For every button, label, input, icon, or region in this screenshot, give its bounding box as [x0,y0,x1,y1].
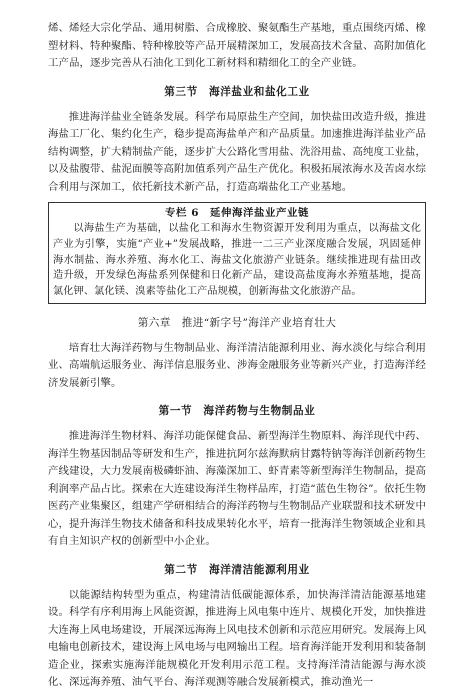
section1-title: 第一节 海洋药物与生物制品业 [158,405,316,418]
column6-box [48,202,426,304]
chapter6-paragraph: 培育壮大海洋药物与生物制品业、海洋清洁能源利用业、海水淡化与综合利用业、高端航运服务业、海洋信息服务业、涉海金融服务业等新兴产业，打造海洋经济发展新引擎。 [48,341,426,389]
column6-title: 专栏 6 延伸海洋盐业产业链 [165,207,309,219]
chapter6-title: 第六章 推进“新字号”海洋产业培育壮大 [137,316,337,329]
section2-paragraph: 以能源结构转型为重点，构建清洁低碳能源体系，加快海洋清洁能源基地建设。科学有序利用海上风能资源，推进海上风电集中连片、规模化开发，加快推进大连海上风电场建设，开展深远海海上风电技术创新和示范应用研究。发展海上风电输电创新技术，建设海上风电场与电网输出工程。培育海洋能开发利用和装备制造企业，探索实施海洋能规模化开发利用示范工程。支持海洋清洁能源与海水淡化、深远海养殖、油气平台、海洋观测等融合发展新模式，推动渔光一 [48,588,426,689]
section3-paragraph: 推进海洋盐业全链条发展。科学布局原盐生产空间，加快盐田改造升级，推进海盐工厂化、集约化生产，稳步提高海盐单产和产品质量。加速推进海洋盐业产品结构调整，扩大精制盐产能，逐步扩大公路化雪用盐、洗浴用盐、高纯度工业盐，以及盐腹带、盐泥面膜等高附加值系列产品生产优化。积极拓展浓海水及苦卤水综合利用与深加工，依托新技术新产品，打造高端盐化工产业基地。 [48,110,426,193]
document-page [48,20,426,692]
section2-title: 第二节 海洋清洁能源利用业 [164,563,310,576]
section1-paragraph: 推进海洋生物材料、海洋功能保健食品、新型海洋生物原料、海洋现代中药、海洋生物基因制品等研发和生产，推进抗阿尔兹海默病甘露特钠等海洋创新药物生产线建设，大力发展南极磷虾油、海藻深加工、虾青素等新型海洋生物制品，提高利润率产品占比。探索在大连建设海洋生物样品库，打造“蓝色生物谷”。依托生物医药产业集聚区，组建产学研相结合的海洋药物与生物制品产业联盟和技术研发中心，提升海洋生物技术储备和科技成果转化水平，培育一批海洋生物领域企业和具有自主知识产权的创新型中小企业。 [48,430,426,548]
intro-paragraph: 烯、烯烃大宗化学品、通用树脂、合成橡胶、聚氨酯生产基地，重点围绕丙烯、橡塑材料、特种聚酯、特种橡胶等产品开展精深加工，发展高技术含量、高附加值化工产品，逐步完善从石油化工到化工新材料和精细化工的全产业链。 [48,22,426,69]
section3-title: 第三节 海洋盐业和盐化工业 [164,85,310,98]
column6-paragraph: 以海盐生产为基础，以盐化工和海水生物资源开发利用为重点，以海盐文化产业为引擎，实施“产业+”发展战略，推进一二三产业深度融合发展，巩固延伸海水制盐、海水养殖、海水化工、海盐文化旅游产业链条。继续推进现有盐田改造升级，开发绿色海盐系列保健和日化新产品，建设高盐度海水养殖基地，提高氯化钾、氯化镁、溴素等盐化工产品规模，创新海盐文化旅游产品。 [53,223,421,298]
